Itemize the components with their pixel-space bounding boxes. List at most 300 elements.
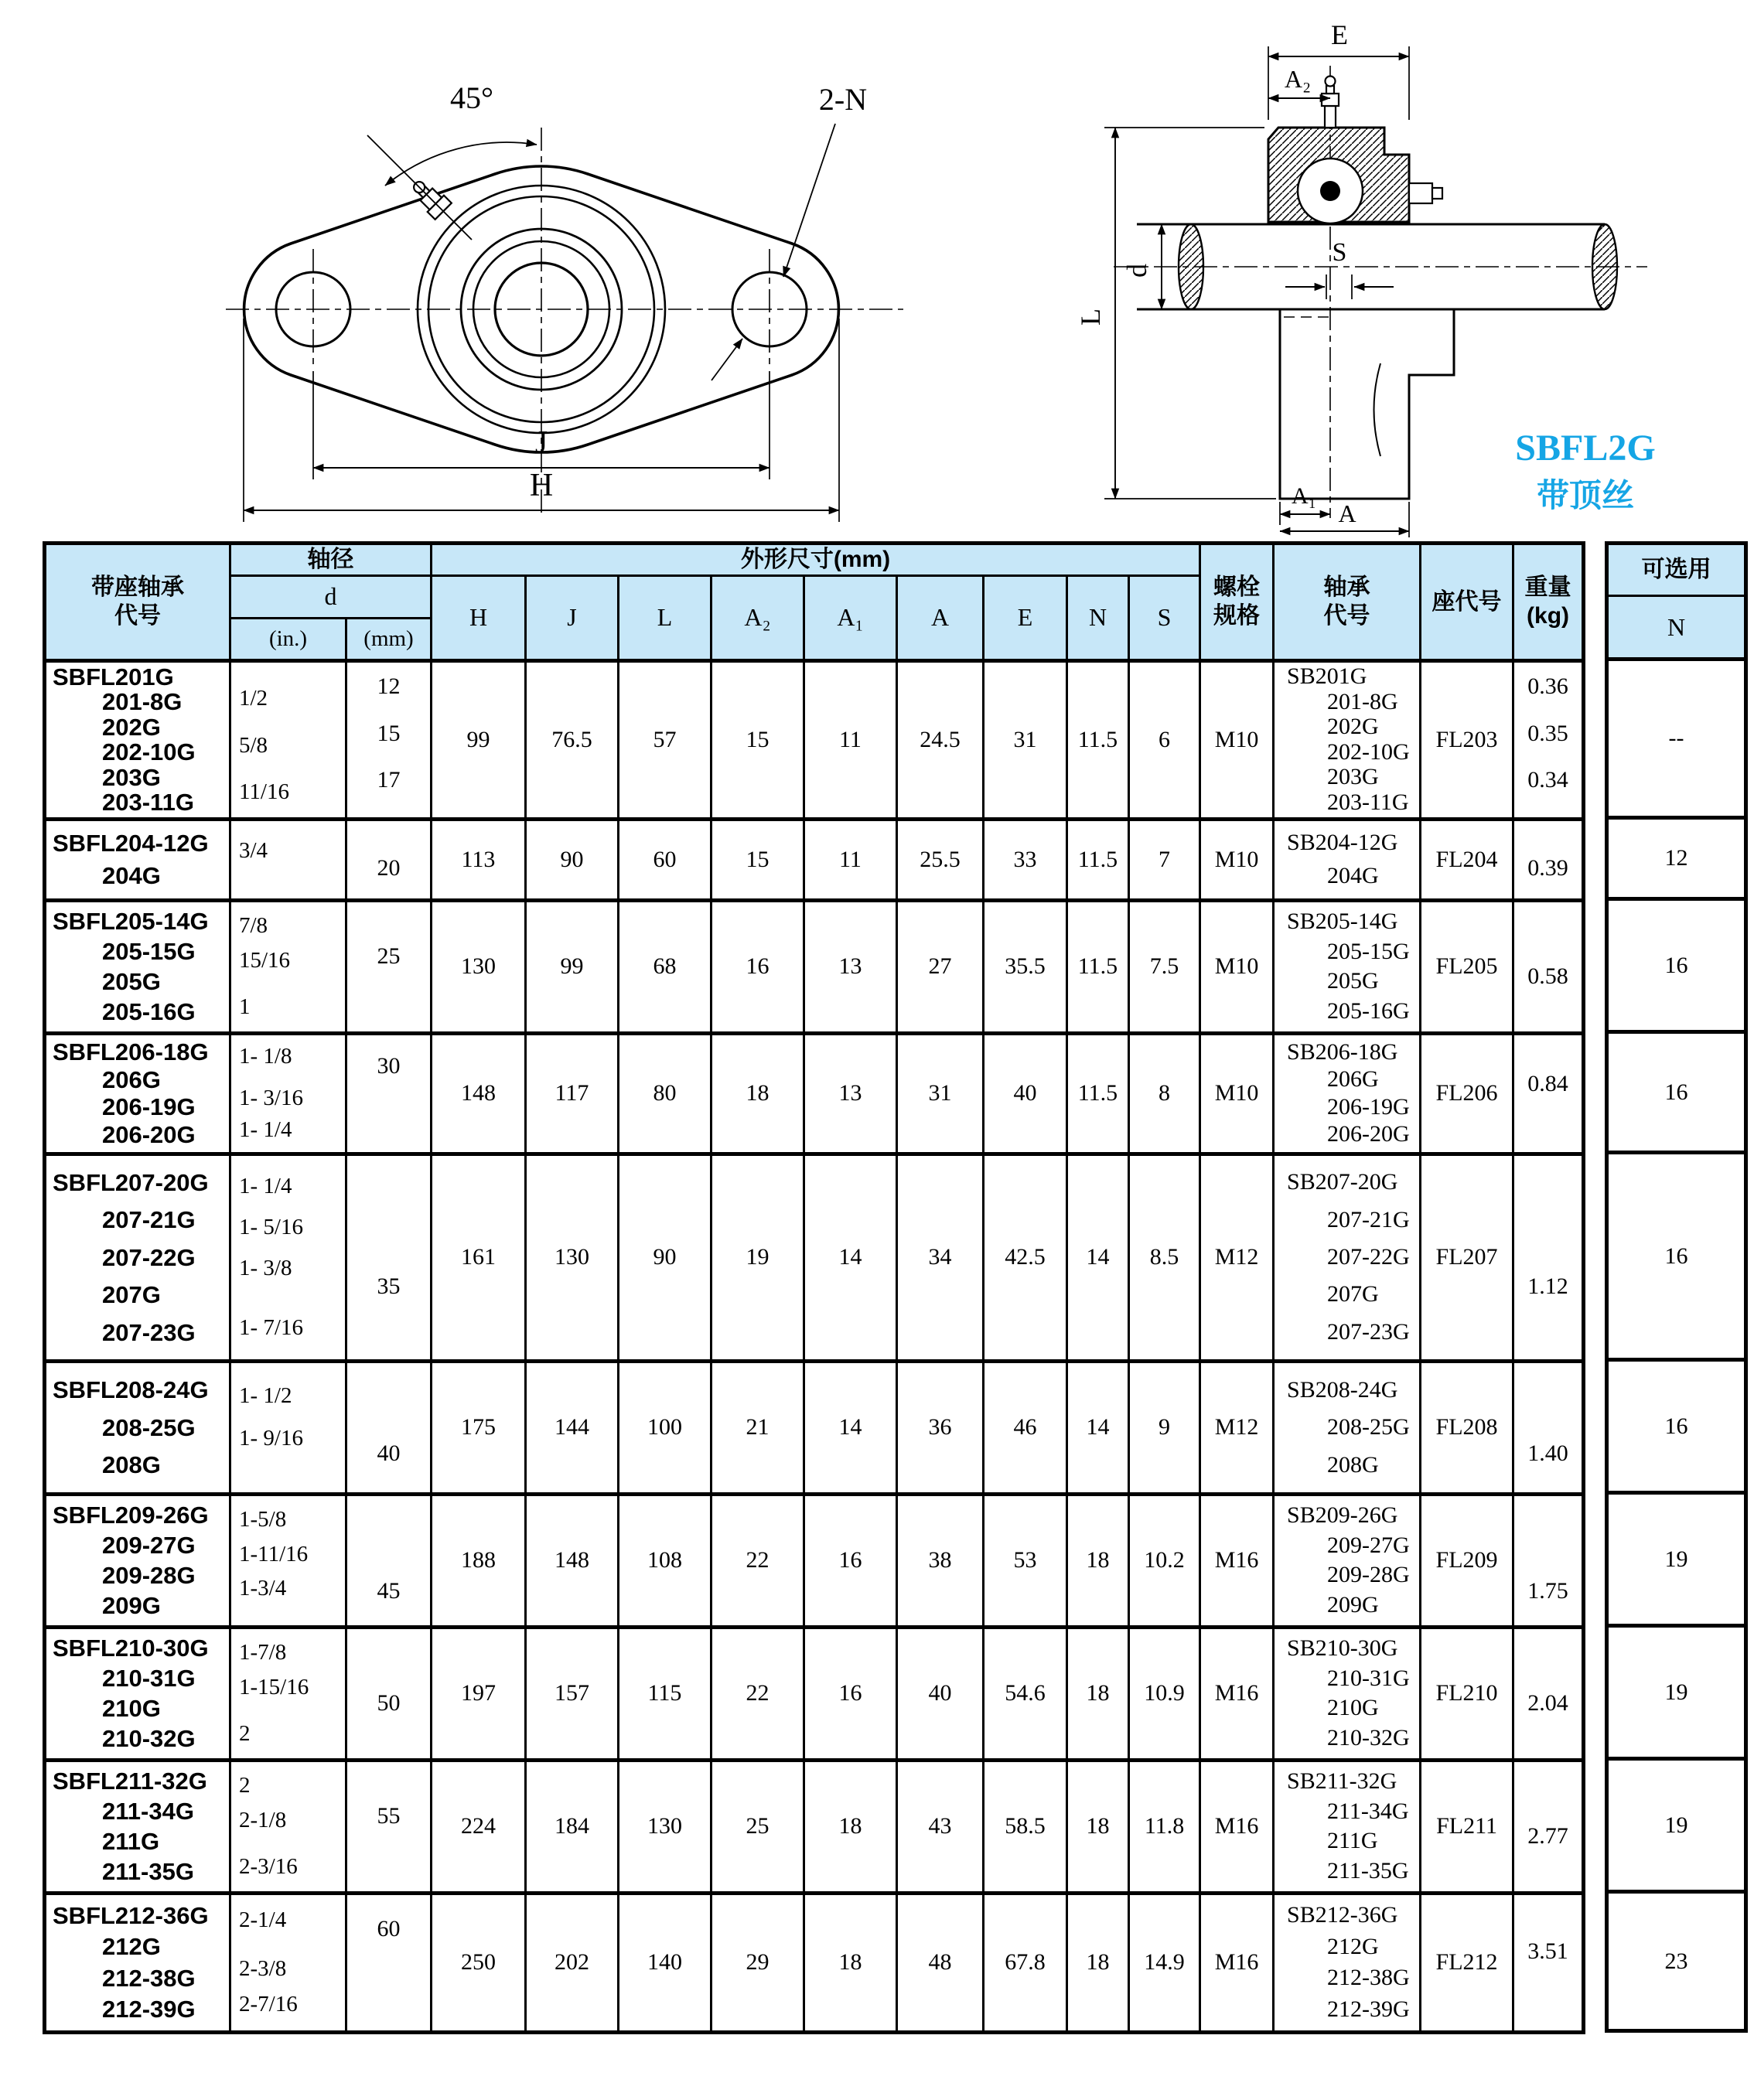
cell-line: 205-15G	[102, 938, 196, 965]
cell-weight	[1513, 819, 1584, 900]
cell-dmm	[346, 1033, 432, 1154]
l-label: L	[1075, 309, 1106, 326]
cell-line: 1-5/8	[239, 1507, 287, 1532]
cell-line: 210G	[1327, 1695, 1379, 1721]
cell-line: 207-22G	[1327, 1243, 1410, 1270]
cell-A1: 16	[804, 1494, 897, 1627]
cell-line: 2-1/4	[239, 1907, 287, 1932]
cell-din	[230, 1033, 346, 1154]
cell-line: 208G	[1327, 1451, 1379, 1478]
cell-bearing	[1274, 1154, 1421, 1361]
cell-A: 27	[897, 900, 984, 1033]
housing-lower-body	[1280, 309, 1454, 499]
cell-A2: 29	[711, 1893, 804, 2032]
optional-row	[1607, 818, 1746, 899]
cell-bearing	[1274, 1361, 1421, 1494]
cell-bearing	[1274, 1494, 1421, 1627]
cell-line: 30	[377, 1052, 401, 1079]
cell-J: 148	[526, 1494, 619, 1627]
cell-E: 54.6	[984, 1627, 1067, 1760]
cell-dmm	[346, 1893, 432, 2032]
cell-din	[230, 1893, 346, 2032]
cell-code	[45, 1893, 230, 2032]
cell-H: 175	[432, 1361, 526, 1494]
cell-housing: FL208	[1421, 1361, 1513, 1494]
cell-line: 2.04	[1527, 1690, 1568, 1716]
cell-S: 7	[1129, 819, 1200, 900]
cell-line: 212G	[1327, 1933, 1379, 1959]
cell-line: SBFL201G	[53, 663, 174, 690]
header-weight-line1: 重量	[1524, 574, 1571, 600]
cell-N: 18	[1067, 1760, 1129, 1893]
cell-N: 11.5	[1067, 900, 1129, 1033]
cell-line: 208-25G	[102, 1413, 196, 1441]
table-row	[45, 660, 1584, 819]
d-label: d	[1121, 264, 1152, 278]
cell-housing: FL211	[1421, 1760, 1513, 1893]
cell-J: 144	[526, 1361, 619, 1494]
cell-line: 209G	[1327, 1592, 1379, 1618]
header-optional: 可选用	[1607, 544, 1746, 596]
cell-weight	[1513, 1627, 1584, 1760]
cell-line: 2-1/8	[239, 1807, 287, 1832]
cell-optional-n: 16	[1607, 1360, 1746, 1493]
optional-row	[1607, 1360, 1746, 1493]
cell-A: 43	[897, 1760, 984, 1893]
cell-line: 208-25G	[1327, 1414, 1410, 1440]
cell-A2: 19	[711, 1154, 804, 1361]
header-unit-code-line1: 带座轴承	[91, 574, 184, 600]
cell-optional-n: 16	[1607, 899, 1746, 1032]
cell-A: 48	[897, 1893, 984, 2032]
cell-housing: FL207	[1421, 1154, 1513, 1361]
cell-line: 209-27G	[102, 1532, 196, 1559]
table-row	[45, 1033, 1584, 1154]
header-weight	[1513, 544, 1584, 661]
cell-optional-n: 19	[1607, 1759, 1746, 1892]
cell-bearing	[1274, 1893, 1421, 2032]
cell-A1: 14	[804, 1361, 897, 1494]
l-dimension	[1104, 128, 1276, 499]
cell-S: 10.9	[1129, 1627, 1200, 1760]
cell-code	[45, 660, 230, 819]
cell-line: 204G	[1327, 862, 1379, 888]
cell-line: SB210-30G	[1287, 1635, 1398, 1661]
cell-dmm	[346, 1494, 432, 1627]
cell-line: SBFL211-32G	[53, 1768, 207, 1795]
header-dim-A2: A₂	[711, 575, 804, 660]
cell-H: 161	[432, 1154, 526, 1361]
cell-line: 203-11G	[1327, 789, 1409, 815]
cell-line: 212G	[102, 1933, 161, 1961]
cell-line: SB206-18G	[1287, 1038, 1398, 1065]
cell-line: 206-20G	[102, 1121, 196, 1149]
table-row	[45, 1627, 1584, 1760]
cell-line: 201-8G	[102, 688, 183, 716]
cell-line: 203-11G	[102, 789, 194, 816]
optional-row	[1607, 899, 1746, 1032]
cell-weight	[1513, 1361, 1584, 1494]
cell-line: 11/16	[239, 779, 289, 805]
cell-code	[45, 1494, 230, 1627]
cell-E: 33	[984, 819, 1067, 900]
cell-L: 57	[619, 660, 711, 819]
cell-A1: 13	[804, 1033, 897, 1154]
cell-weight	[1513, 1154, 1584, 1361]
cell-line: 212-38G	[1327, 1965, 1410, 1991]
cell-line: 210-32G	[102, 1725, 196, 1752]
cell-S: 10.2	[1129, 1494, 1200, 1627]
cell-line: 206-20G	[1327, 1121, 1410, 1147]
cell-line: 15/16	[239, 947, 291, 973]
cell-bolt: M12	[1200, 1361, 1274, 1494]
cell-line: 1/2	[239, 686, 268, 711]
cell-din	[230, 1154, 346, 1361]
centerlines	[226, 128, 903, 518]
cell-bolt: M16	[1200, 1760, 1274, 1893]
cell-bearing	[1274, 1627, 1421, 1760]
cell-N: 11.5	[1067, 819, 1129, 900]
flange-front-view-drawing	[217, 15, 913, 534]
cell-weight	[1513, 660, 1584, 819]
cell-A1: 13	[804, 900, 897, 1033]
h-label: H	[529, 468, 554, 503]
header-bolt-line2: 规格	[1213, 603, 1261, 629]
header-bearing-code	[1274, 544, 1421, 661]
cell-optional-n: --	[1607, 660, 1746, 818]
cell-L: 140	[619, 1893, 711, 2032]
cell-bolt: M10	[1200, 1033, 1274, 1154]
cell-code	[45, 1627, 230, 1760]
cell-A2: 15	[711, 819, 804, 900]
cell-line: 0.58	[1527, 963, 1568, 990]
cell-A: 34	[897, 1154, 984, 1361]
cell-A: 25.5	[897, 819, 984, 900]
cell-bearing	[1274, 660, 1421, 819]
cell-A1: 16	[804, 1627, 897, 1760]
cell-din	[230, 660, 346, 819]
cell-E: 58.5	[984, 1760, 1067, 1893]
header-unit-code	[45, 544, 230, 661]
cell-line: 212-38G	[102, 1964, 196, 1992]
cell-A: 24.5	[897, 660, 984, 819]
header-dim-E: E	[984, 575, 1067, 660]
cell-line: 207-21G	[1327, 1206, 1410, 1232]
cell-bolt: M10	[1200, 819, 1274, 900]
cell-line: 55	[377, 1802, 401, 1829]
cell-A2: 22	[711, 1494, 804, 1627]
cell-line: SB204-12G	[1287, 830, 1398, 856]
cell-bearing	[1274, 1033, 1421, 1154]
cell-line: 202-10G	[102, 738, 196, 766]
cell-E: 31	[984, 660, 1067, 819]
cell-code	[45, 1154, 230, 1361]
cell-A: 38	[897, 1494, 984, 1627]
cell-housing: FL212	[1421, 1893, 1513, 2032]
cell-H: 250	[432, 1893, 526, 2032]
cell-line: SB208-24G	[1287, 1376, 1398, 1403]
cell-line: 1.12	[1527, 1273, 1568, 1300]
bearing-ball	[1320, 181, 1340, 201]
cell-H: 197	[432, 1627, 526, 1760]
optional-row	[1607, 1892, 1746, 2031]
cell-weight	[1513, 1033, 1584, 1154]
cell-L: 68	[619, 900, 711, 1033]
cell-line: 12	[377, 673, 401, 700]
cell-line: SB207-20G	[1287, 1169, 1398, 1195]
cell-optional-n: 19	[1607, 1493, 1746, 1626]
cell-line: 5/8	[239, 732, 268, 758]
cell-line: 207G	[102, 1281, 161, 1308]
cell-line: 203G	[1327, 764, 1379, 790]
cell-line: 211-34G	[102, 1798, 194, 1825]
header-bolt-line1: 螺栓	[1213, 574, 1261, 600]
cell-din	[230, 1627, 346, 1760]
cell-line: SB212-36G	[1287, 1902, 1398, 1928]
cell-J: 184	[526, 1760, 619, 1893]
flange-section-view-drawing	[1060, 12, 1754, 541]
cell-din	[230, 1760, 346, 1893]
cell-E: 46	[984, 1361, 1067, 1494]
cell-N: 18	[1067, 1627, 1129, 1760]
cell-optional-n: 16	[1607, 1032, 1746, 1153]
cell-line: 1- 1/8	[239, 1044, 292, 1069]
cell-line: 1- 7/16	[239, 1315, 303, 1340]
cell-line: 202-10G	[1327, 738, 1410, 765]
cell-line: 205G	[102, 968, 161, 995]
cell-bolt: M16	[1200, 1494, 1274, 1627]
table-row	[45, 1154, 1584, 1361]
angle-dim-arc	[385, 142, 537, 186]
header-bearing-line2: 代号	[1323, 603, 1370, 629]
cell-line: 35	[377, 1273, 401, 1300]
header-dim-J: J	[526, 575, 619, 660]
shaft-break-left	[1179, 224, 1203, 309]
cell-line: 205-16G	[1327, 998, 1410, 1024]
cell-line: 1-11/16	[239, 1541, 309, 1566]
holes-arrow2	[711, 339, 742, 380]
cell-line: SB209-26G	[1287, 1502, 1398, 1528]
cell-line: 211-35G	[1327, 1858, 1409, 1884]
cell-line: 206-19G	[102, 1093, 196, 1121]
cell-line: 1.40	[1527, 1440, 1568, 1466]
cell-line: 206G	[1327, 1066, 1379, 1093]
header-weight-line2: (kg)	[1527, 603, 1570, 629]
cell-line: 211-34G	[1327, 1798, 1409, 1824]
cell-L: 90	[619, 1154, 711, 1361]
cell-line: 1	[239, 994, 251, 1019]
cell-L: 100	[619, 1361, 711, 1494]
cell-S: 8	[1129, 1033, 1200, 1154]
cell-line: 2	[239, 1720, 251, 1746]
cell-line: 0.36	[1527, 673, 1568, 700]
spec-table	[43, 541, 1585, 2034]
cell-A1: 18	[804, 1760, 897, 1893]
model-caption: SBFL2G	[1515, 428, 1656, 469]
cell-N: 14	[1067, 1154, 1129, 1361]
cell-J: 99	[526, 900, 619, 1033]
cell-E: 35.5	[984, 900, 1067, 1033]
cell-line: 25	[377, 943, 401, 969]
model-caption-note: 带顶丝	[1536, 477, 1635, 513]
cell-dmm	[346, 900, 432, 1033]
cell-A2: 21	[711, 1361, 804, 1494]
cell-A2: 18	[711, 1033, 804, 1154]
cell-line: 1-7/8	[239, 1640, 287, 1665]
cell-L: 115	[619, 1627, 711, 1760]
cell-code	[45, 1361, 230, 1494]
optional-row	[1607, 1153, 1746, 1360]
cell-line: 1- 3/8	[239, 1256, 292, 1280]
header-bearing-line1: 轴承	[1323, 574, 1370, 600]
cell-L: 80	[619, 1033, 711, 1154]
slot-curve	[1374, 363, 1381, 456]
cell-line: 202G	[1327, 714, 1379, 740]
cell-bolt: M10	[1200, 660, 1274, 819]
header-unit-code-line2: 代号	[114, 603, 161, 629]
shaft-break-right	[1592, 224, 1617, 309]
cell-line: 1- 9/16	[239, 1426, 303, 1451]
cell-line: 2-3/16	[239, 1853, 298, 1879]
cell-line: SBFL205-14G	[53, 908, 209, 935]
cell-H: 188	[432, 1494, 526, 1627]
cell-line: 210-31G	[102, 1665, 196, 1692]
cell-optional-n: 19	[1607, 1626, 1746, 1759]
cell-S: 14.9	[1129, 1893, 1200, 2032]
cell-J: 76.5	[526, 660, 619, 819]
header-in: (in.)	[230, 618, 346, 660]
cell-weight	[1513, 1893, 1584, 2032]
cell-line: 211-35G	[102, 1858, 194, 1885]
optional-row	[1607, 1032, 1746, 1153]
cell-dmm	[346, 1760, 432, 1893]
cell-H: 113	[432, 819, 526, 900]
table-row	[45, 1361, 1584, 1494]
cell-A1: 14	[804, 1154, 897, 1361]
s-dimension	[1285, 274, 1394, 299]
cell-line: SBFL209-26G	[53, 1502, 209, 1529]
cell-line: 17	[377, 767, 401, 793]
cell-H: 99	[432, 660, 526, 819]
cell-housing: FL204	[1421, 819, 1513, 900]
cell-S: 7.5	[1129, 900, 1200, 1033]
cell-line: 1- 1/4	[239, 1174, 292, 1198]
cell-J: 202	[526, 1893, 619, 2032]
cell-line: 204G	[102, 862, 161, 890]
cell-housing: FL206	[1421, 1033, 1513, 1154]
angle-label: 45°	[450, 80, 493, 115]
cell-line: 1- 1/2	[239, 1382, 292, 1408]
cell-dmm	[346, 819, 432, 900]
cell-weight	[1513, 900, 1584, 1033]
cell-line: 7/8	[239, 913, 268, 939]
cell-line: 1-15/16	[239, 1674, 309, 1699]
cell-line: SBFL208-24G	[53, 1376, 209, 1403]
cell-E: 42.5	[984, 1154, 1067, 1361]
table-header	[45, 544, 1584, 661]
cell-E: 40	[984, 1033, 1067, 1154]
cell-code	[45, 819, 230, 900]
cell-line: SBFL210-30G	[53, 1635, 209, 1662]
cell-dmm	[346, 1361, 432, 1494]
cell-S: 8.5	[1129, 1154, 1200, 1361]
cell-line: SB205-14G	[1287, 908, 1398, 934]
cell-line: 207-23G	[102, 1318, 196, 1346]
cell-weight	[1513, 1760, 1584, 1893]
cell-A: 40	[897, 1627, 984, 1760]
header-dim-L: L	[619, 575, 711, 660]
cell-N: 11.5	[1067, 660, 1129, 819]
table-row	[45, 1893, 1584, 2032]
cell-line: 15	[377, 720, 401, 746]
table-row	[45, 819, 1584, 900]
cell-A2: 15	[711, 660, 804, 819]
cell-optional-n: 12	[1607, 818, 1746, 899]
cell-line: 1.75	[1527, 1578, 1568, 1604]
cell-din	[230, 1494, 346, 1627]
cell-line: 207-21G	[102, 1206, 196, 1233]
cell-line: 203G	[102, 763, 161, 791]
cell-line: 209-28G	[1327, 1562, 1410, 1588]
cell-A: 31	[897, 1033, 984, 1154]
cell-A1: 11	[804, 819, 897, 900]
cell-code	[45, 1033, 230, 1154]
a2-label: A₂	[1284, 65, 1312, 93]
cell-bolt: M16	[1200, 1627, 1274, 1760]
cell-line: SBFL206-18G	[53, 1038, 209, 1065]
table-row	[45, 1760, 1584, 1893]
cell-line: 1- 5/16	[239, 1215, 303, 1239]
cell-weight	[1513, 1494, 1584, 1627]
header-housing-code: 座代号	[1421, 544, 1513, 661]
cell-line: 50	[377, 1690, 401, 1716]
cell-dmm	[346, 1154, 432, 1361]
cell-line: 205G	[1327, 968, 1379, 994]
cell-J: 157	[526, 1627, 619, 1760]
header-dim-H: H	[432, 575, 526, 660]
cell-A2: 25	[711, 1760, 804, 1893]
cell-S: 6	[1129, 660, 1200, 819]
cell-line: 0.84	[1527, 1071, 1568, 1097]
cell-line: 1-3/4	[239, 1576, 287, 1601]
optional-row	[1607, 1759, 1746, 1892]
cell-housing: FL203	[1421, 660, 1513, 819]
cell-A1: 18	[804, 1893, 897, 2032]
cell-L: 60	[619, 819, 711, 900]
cell-line: 209G	[102, 1592, 161, 1619]
cell-line: 206-19G	[1327, 1093, 1410, 1120]
cell-line: 2	[239, 1773, 251, 1798]
cell-dmm	[346, 1627, 432, 1760]
cell-line: 2-7/16	[239, 1992, 298, 2016]
cell-line: 0.39	[1527, 854, 1568, 881]
cell-L: 108	[619, 1494, 711, 1627]
cell-line: 3/4	[239, 837, 268, 863]
cell-line: 1- 1/4	[239, 1116, 292, 1142]
cell-J: 130	[526, 1154, 619, 1361]
cell-line: 40	[377, 1440, 401, 1466]
header-dim-A: A	[897, 575, 984, 660]
header-bolt	[1200, 544, 1274, 661]
cell-J: 90	[526, 819, 619, 900]
cell-N: 11.5	[1067, 1033, 1129, 1154]
optional-row	[1607, 660, 1746, 818]
a-label: A	[1338, 499, 1356, 527]
cell-code	[45, 900, 230, 1033]
cell-A: 36	[897, 1361, 984, 1494]
cell-N: 14	[1067, 1361, 1129, 1494]
cell-line: 208G	[102, 1451, 161, 1479]
